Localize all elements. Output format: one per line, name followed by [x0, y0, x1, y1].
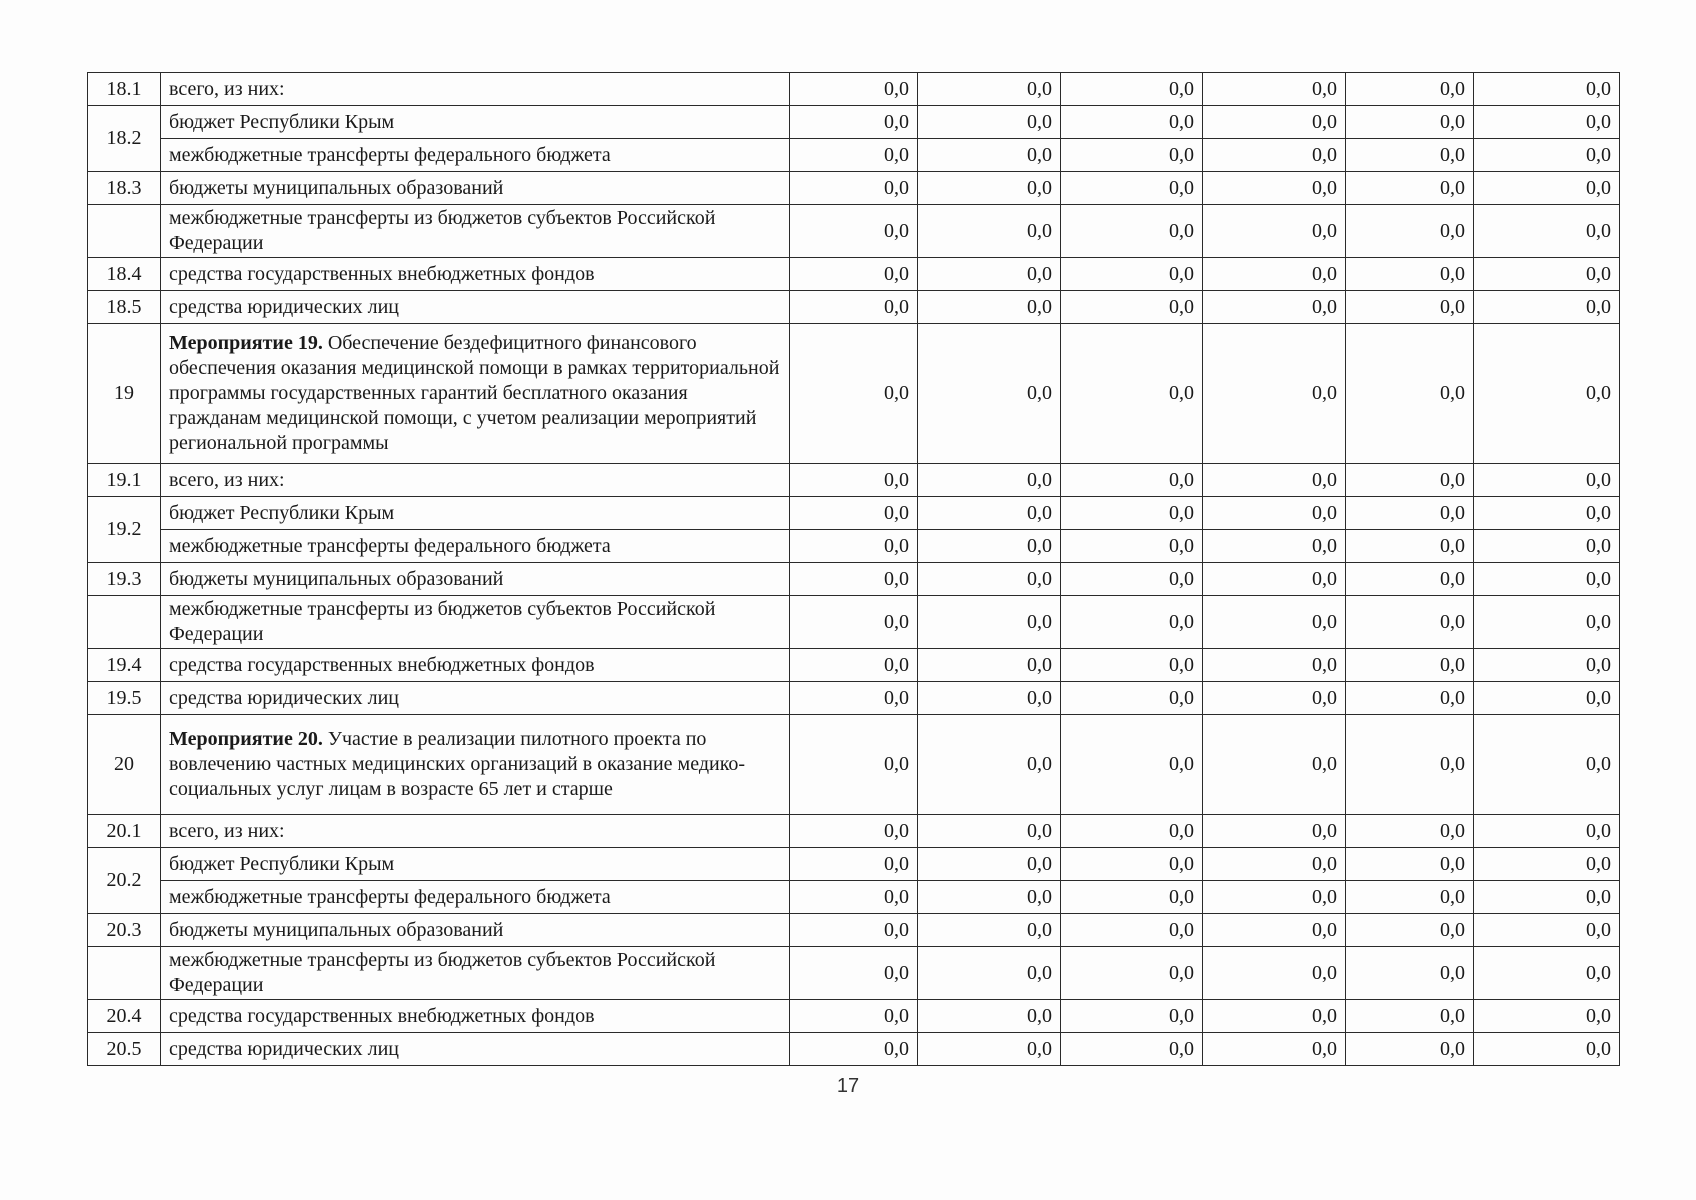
description-text: средства государственных внебюджетных фондов: [169, 1004, 595, 1027]
value-cell: 0,0: [1346, 205, 1474, 258]
row-number: [88, 947, 161, 1000]
description-text: бюджеты муниципальных образований: [169, 176, 504, 199]
row-description: [161, 530, 790, 563]
value-cell: 0,0: [918, 715, 1061, 815]
value-cell: 0,0: [918, 73, 1061, 106]
description-text: всего, из них:: [169, 468, 285, 491]
value-cell: 0,0: [1474, 497, 1620, 530]
description-text: межбюджетные трансферты федерального бюджета: [169, 885, 611, 908]
value-cell: 0,0: [1346, 106, 1474, 139]
value-cell: 0,0: [1203, 715, 1346, 815]
table-row: [88, 464, 1620, 497]
value-cell: 0,0: [1203, 497, 1346, 530]
description-text: межбюджетные трансферты из бюджетов субъектов Российской Федерации: [169, 207, 716, 254]
value-cell: 0,0: [1474, 649, 1620, 682]
table-row: [88, 530, 1620, 563]
value-cell: 0,0: [1203, 914, 1346, 947]
value-cell: 0,0: [1061, 715, 1203, 815]
description-text: всего, из них:: [169, 77, 285, 100]
value-cell: 0,0: [790, 649, 918, 682]
description-text: межбюджетные трансферты федерального бюджета: [169, 143, 611, 166]
description-text: средства юридических лиц: [169, 295, 399, 318]
row-description: [161, 172, 790, 205]
value-cell: 0,0: [1061, 649, 1203, 682]
value-cell: 0,0: [1346, 815, 1474, 848]
value-cell: 0,0: [1203, 563, 1346, 596]
value-cell: 0,0: [918, 205, 1061, 258]
value-cell: 0,0: [1474, 205, 1620, 258]
table-row: [88, 139, 1620, 172]
value-cell: 0,0: [790, 258, 918, 291]
value-cell: 0,0: [790, 947, 918, 1000]
value-cell: 0,0: [1474, 106, 1620, 139]
value-cell: 0,0: [918, 596, 1061, 649]
table-row: [88, 682, 1620, 715]
row-number: 20: [88, 715, 161, 815]
value-cell: 0,0: [790, 464, 918, 497]
row-number: 20.2: [88, 848, 161, 914]
value-cell: 0,0: [1203, 815, 1346, 848]
value-cell: 0,0: [1346, 258, 1474, 291]
value-cell: 0,0: [1474, 947, 1620, 1000]
value-cell: 0,0: [1474, 172, 1620, 205]
value-cell: 0,0: [790, 1033, 918, 1066]
value-cell: 0,0: [1474, 815, 1620, 848]
value-cell: 0,0: [790, 881, 918, 914]
table-row: [88, 881, 1620, 914]
value-cell: 0,0: [1061, 106, 1203, 139]
value-cell: 0,0: [1061, 563, 1203, 596]
value-cell: 0,0: [1061, 1033, 1203, 1066]
value-cell: 0,0: [918, 324, 1061, 464]
value-cell: 0,0: [1061, 848, 1203, 881]
value-cell: 0,0: [1346, 914, 1474, 947]
value-cell: 0,0: [1061, 530, 1203, 563]
row-description: [161, 497, 790, 530]
value-cell: 0,0: [1061, 947, 1203, 1000]
value-cell: 0,0: [1203, 258, 1346, 291]
value-cell: 0,0: [1474, 596, 1620, 649]
value-cell: 0,0: [918, 1000, 1061, 1033]
row-number: 18.1: [88, 73, 161, 106]
value-cell: 0,0: [790, 291, 918, 324]
value-cell: 0,0: [918, 1033, 1061, 1066]
row-description: [161, 205, 790, 258]
value-cell: 0,0: [1061, 324, 1203, 464]
row-description: [161, 914, 790, 947]
value-cell: 0,0: [1203, 682, 1346, 715]
value-cell: 0,0: [790, 497, 918, 530]
value-cell: 0,0: [1061, 291, 1203, 324]
value-cell: 0,0: [1061, 682, 1203, 715]
value-cell: 0,0: [1346, 563, 1474, 596]
value-cell: 0,0: [1061, 172, 1203, 205]
row-number: 19.5: [88, 682, 161, 715]
value-cell: 0,0: [1346, 715, 1474, 815]
page-number: 17: [836, 1075, 860, 1097]
value-cell: 0,0: [1061, 73, 1203, 106]
row-description: [161, 464, 790, 497]
value-cell: 0,0: [1061, 258, 1203, 291]
value-cell: 0,0: [1203, 172, 1346, 205]
value-cell: 0,0: [1203, 881, 1346, 914]
value-cell: 0,0: [1203, 649, 1346, 682]
value-cell: 0,0: [1061, 497, 1203, 530]
row-number: 19.4: [88, 649, 161, 682]
description-text: Участие в реализации пилотного проекта по вовлечению частных медицинских организаций в оказание медико-социальных услуг лицам в возрасте 65 лет и старше: [169, 728, 746, 800]
value-cell: 0,0: [918, 881, 1061, 914]
value-cell: 0,0: [1474, 914, 1620, 947]
table-row: [88, 596, 1620, 649]
value-cell: 0,0: [1474, 464, 1620, 497]
row-description: [161, 291, 790, 324]
row-number: 18.3: [88, 172, 161, 205]
value-cell: 0,0: [1474, 139, 1620, 172]
value-cell: 0,0: [1346, 530, 1474, 563]
table-row: [88, 291, 1620, 324]
value-cell: 0,0: [918, 497, 1061, 530]
row-number: 20.3: [88, 914, 161, 947]
row-number: 19.3: [88, 563, 161, 596]
measure-title: Мероприятие 19.: [169, 332, 323, 354]
table-row: [88, 205, 1620, 258]
value-cell: 0,0: [918, 172, 1061, 205]
row-description: [161, 139, 790, 172]
value-cell: 0,0: [1061, 596, 1203, 649]
row-description: [161, 848, 790, 881]
table-row: [88, 258, 1620, 291]
value-cell: 0,0: [1474, 258, 1620, 291]
value-cell: 0,0: [1061, 815, 1203, 848]
value-cell: 0,0: [918, 139, 1061, 172]
value-cell: 0,0: [1346, 172, 1474, 205]
row-description: [161, 682, 790, 715]
row-description: [161, 649, 790, 682]
value-cell: 0,0: [1346, 1000, 1474, 1033]
table-row: [88, 563, 1620, 596]
value-cell: 0,0: [790, 914, 918, 947]
row-number: 18.4: [88, 258, 161, 291]
value-cell: 0,0: [1346, 1033, 1474, 1066]
value-cell: 0,0: [1346, 324, 1474, 464]
row-number: 20.5: [88, 1033, 161, 1066]
value-cell: 0,0: [918, 530, 1061, 563]
value-cell: 0,0: [1346, 291, 1474, 324]
description-text: бюджет Республики Крым: [169, 110, 395, 133]
table-row: [88, 914, 1620, 947]
description-text: бюджет Республики Крым: [169, 852, 395, 875]
value-cell: 0,0: [1474, 848, 1620, 881]
row-description: [161, 596, 790, 649]
value-cell: 0,0: [1346, 649, 1474, 682]
table-body: [88, 73, 1620, 1066]
value-cell: 0,0: [1346, 497, 1474, 530]
value-cell: 0,0: [1474, 715, 1620, 815]
value-cell: 0,0: [1061, 139, 1203, 172]
value-cell: 0,0: [1474, 1000, 1620, 1033]
value-cell: 0,0: [1346, 73, 1474, 106]
table-row: [88, 715, 1620, 815]
value-cell: 0,0: [918, 106, 1061, 139]
row-description: [161, 715, 790, 815]
value-cell: 0,0: [1474, 563, 1620, 596]
value-cell: 0,0: [1346, 947, 1474, 1000]
value-cell: 0,0: [790, 596, 918, 649]
value-cell: 0,0: [1203, 848, 1346, 881]
value-cell: 0,0: [1474, 530, 1620, 563]
value-cell: 0,0: [1474, 291, 1620, 324]
value-cell: 0,0: [1474, 881, 1620, 914]
table-row: [88, 106, 1620, 139]
row-description: [161, 881, 790, 914]
value-cell: 0,0: [790, 205, 918, 258]
table-row: [88, 1000, 1620, 1033]
description-text: средства юридических лиц: [169, 1037, 399, 1060]
row-number: 19: [88, 324, 161, 464]
value-cell: 0,0: [790, 73, 918, 106]
table-row: [88, 947, 1620, 1000]
value-cell: 0,0: [1346, 682, 1474, 715]
value-cell: 0,0: [790, 1000, 918, 1033]
description-text: средства юридических лиц: [169, 686, 399, 709]
value-cell: 0,0: [918, 649, 1061, 682]
row-number: 18.5: [88, 291, 161, 324]
value-cell: 0,0: [1474, 324, 1620, 464]
measure-title: Мероприятие 20.: [169, 728, 323, 750]
row-number: [88, 205, 161, 258]
table-row: [88, 848, 1620, 881]
row-description: [161, 73, 790, 106]
description-text: межбюджетные трансферты из бюджетов субъектов Российской Федерации: [169, 598, 716, 645]
description-text: средства государственных внебюджетных фондов: [169, 653, 595, 676]
value-cell: 0,0: [1203, 947, 1346, 1000]
row-number: 19.1: [88, 464, 161, 497]
table-row: [88, 815, 1620, 848]
row-description: [161, 258, 790, 291]
value-cell: 0,0: [918, 947, 1061, 1000]
table-row: [88, 324, 1620, 464]
row-description: [161, 563, 790, 596]
value-cell: 0,0: [1203, 139, 1346, 172]
value-cell: 0,0: [1346, 464, 1474, 497]
value-cell: 0,0: [790, 563, 918, 596]
value-cell: 0,0: [1474, 682, 1620, 715]
row-description: [161, 1033, 790, 1066]
description-text: межбюджетные трансферты из бюджетов субъектов Российской Федерации: [169, 949, 716, 996]
value-cell: 0,0: [918, 848, 1061, 881]
value-cell: 0,0: [790, 815, 918, 848]
row-number: 19.2: [88, 497, 161, 563]
value-cell: 0,0: [1203, 324, 1346, 464]
value-cell: 0,0: [790, 172, 918, 205]
value-cell: 0,0: [790, 848, 918, 881]
description-text: всего, из них:: [169, 819, 285, 842]
value-cell: 0,0: [918, 258, 1061, 291]
value-cell: 0,0: [1203, 596, 1346, 649]
value-cell: 0,0: [1061, 205, 1203, 258]
table-row: [88, 172, 1620, 205]
value-cell: 0,0: [1061, 1000, 1203, 1033]
value-cell: 0,0: [790, 530, 918, 563]
value-cell: 0,0: [1061, 881, 1203, 914]
row-description: [161, 324, 790, 464]
row-number: [88, 596, 161, 649]
row-description: [161, 106, 790, 139]
value-cell: 0,0: [1203, 530, 1346, 563]
table-row: [88, 1033, 1620, 1066]
value-cell: 0,0: [918, 914, 1061, 947]
value-cell: 0,0: [1203, 464, 1346, 497]
value-cell: 0,0: [918, 464, 1061, 497]
value-cell: 0,0: [1203, 291, 1346, 324]
value-cell: 0,0: [1474, 1033, 1620, 1066]
value-cell: 0,0: [1203, 73, 1346, 106]
description-text: бюджеты муниципальных образований: [169, 918, 504, 941]
description-text: средства государственных внебюджетных фондов: [169, 262, 595, 285]
value-cell: 0,0: [918, 291, 1061, 324]
value-cell: 0,0: [918, 563, 1061, 596]
value-cell: 0,0: [1346, 139, 1474, 172]
row-description: [161, 947, 790, 1000]
value-cell: 0,0: [790, 682, 918, 715]
description-text: Обеспечение бездефицитного финансового обеспечения оказания медицинской помощи в рамках территориальной программы государственных гарантий бесплатного оказания гражданам медицинской помощи, с учетом реализации мероприятий региональной программы: [169, 332, 780, 454]
value-cell: 0,0: [918, 682, 1061, 715]
value-cell: 0,0: [1203, 205, 1346, 258]
value-cell: 0,0: [1346, 596, 1474, 649]
row-description: [161, 815, 790, 848]
table-row: [88, 649, 1620, 682]
value-cell: 0,0: [1061, 464, 1203, 497]
table-row: [88, 497, 1620, 530]
description-text: бюджет Республики Крым: [169, 501, 395, 524]
value-cell: 0,0: [918, 815, 1061, 848]
value-cell: 0,0: [790, 139, 918, 172]
value-cell: 0,0: [790, 324, 918, 464]
value-cell: 0,0: [1061, 914, 1203, 947]
value-cell: 0,0: [1203, 106, 1346, 139]
value-cell: 0,0: [1346, 848, 1474, 881]
value-cell: 0,0: [1203, 1033, 1346, 1066]
row-number: 20.1: [88, 815, 161, 848]
description-text: бюджеты муниципальных образований: [169, 567, 504, 590]
table-row: [88, 73, 1620, 106]
financing-table: [87, 72, 1620, 1066]
value-cell: 0,0: [790, 715, 918, 815]
value-cell: 0,0: [1346, 881, 1474, 914]
row-number: 18.2: [88, 106, 161, 172]
value-cell: 0,0: [1203, 1000, 1346, 1033]
description-text: межбюджетные трансферты федерального бюджета: [169, 534, 611, 557]
row-description: [161, 1000, 790, 1033]
row-number: 20.4: [88, 1000, 161, 1033]
value-cell: 0,0: [1474, 73, 1620, 106]
value-cell: 0,0: [790, 106, 918, 139]
